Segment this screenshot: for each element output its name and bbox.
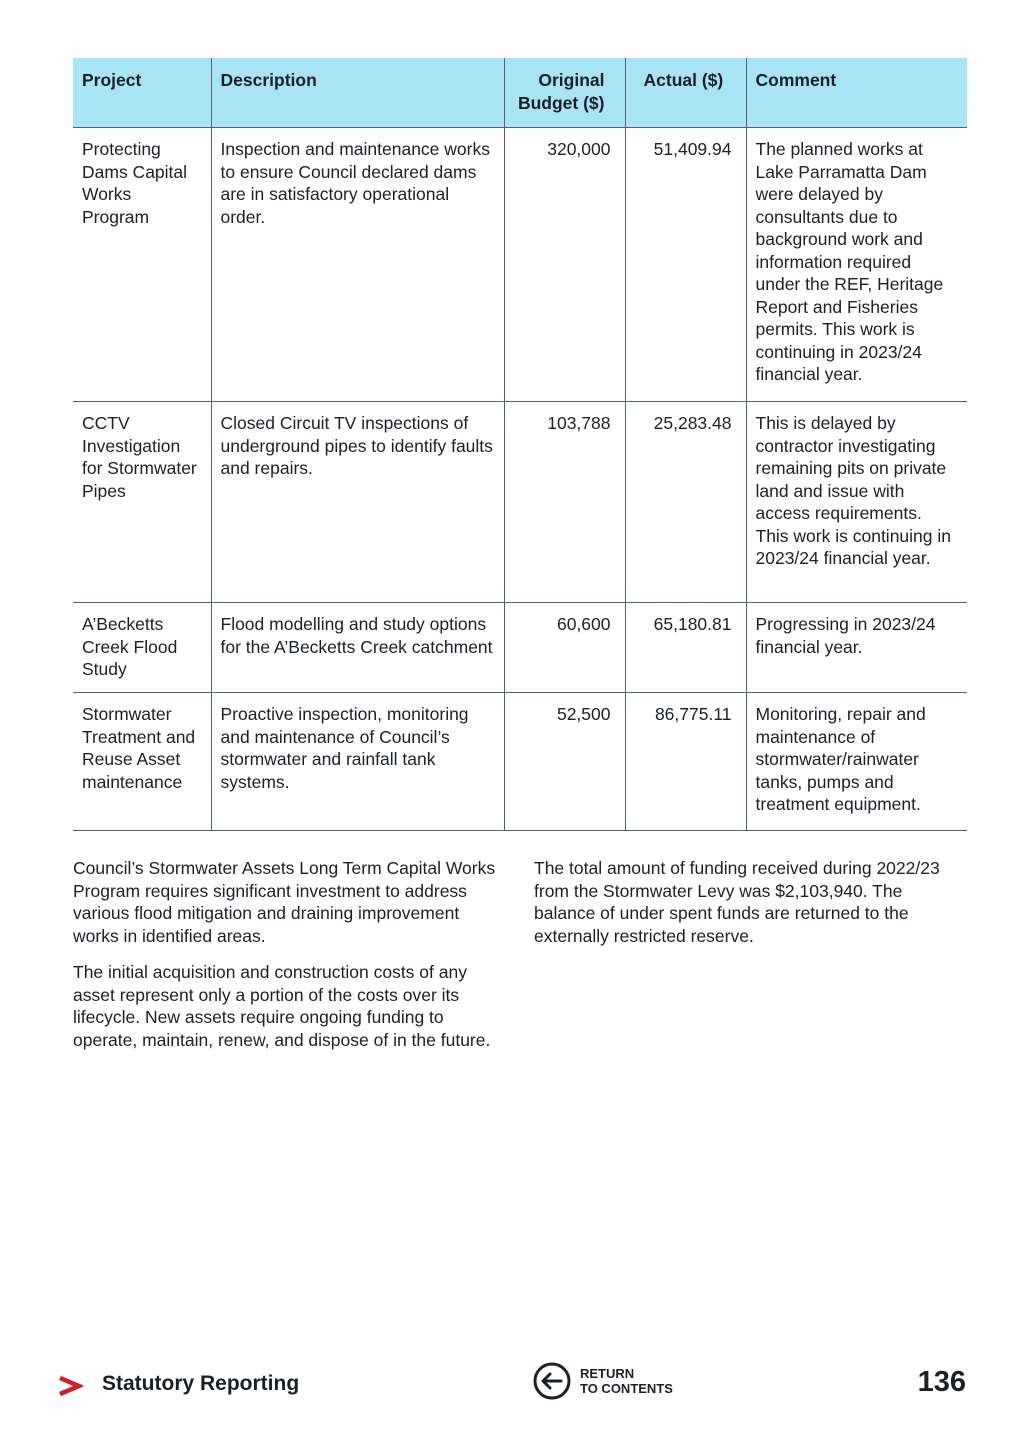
table-row bbox=[73, 402, 967, 603]
section-title: Statutory Reporting bbox=[102, 1372, 300, 1395]
cell-project: Stormwater Treatment and Reuse Asset maintenance bbox=[73, 693, 211, 831]
header-project: Project bbox=[73, 58, 211, 128]
cell-actual: 86,775.11 bbox=[625, 693, 746, 831]
table-row bbox=[73, 693, 967, 831]
cell-actual: 65,180.81 bbox=[625, 603, 746, 693]
cell-comment: This is delayed by contractor investigating remaining pits on private land and issue with access requirements. This work is continuing in 2023/24 financial year. bbox=[746, 402, 967, 603]
cell-project: A’Becketts Creek Flood Study bbox=[73, 603, 211, 693]
body-column-right bbox=[534, 857, 967, 961]
cell-description: Flood modelling and study options for the A’Becketts Creek catchment bbox=[211, 603, 504, 693]
cell-comment: Monitoring, repair and maintenance of stormwater/rainwater tanks, pumps and treatment equipment. bbox=[746, 693, 967, 831]
cell-description: Proactive inspection, monitoring and maintenance of Council’s stormwater and rainfall tank systems. bbox=[211, 693, 504, 831]
cell-budget: 52,500 bbox=[504, 693, 625, 831]
paragraph: The initial acquisition and construction costs of any asset represent only a portion of the costs over its lifecycle. New assets require ongoing funding to operate, maintain, renew, and dispose of in the future. bbox=[73, 962, 491, 1050]
paragraph: Council’s Stormwater Assets Long Term Capital Works Program requires significant investment to address various flood mitigation and draining improvement works in identified areas. bbox=[73, 858, 496, 946]
capital-works-table-container bbox=[73, 58, 967, 831]
page-number: 136 bbox=[917, 1366, 966, 1398]
cell-actual: 25,283.48 bbox=[625, 402, 746, 603]
header-description: Description bbox=[211, 58, 504, 128]
cell-description: Inspection and maintenance works to ensure Council declared dams are in satisfactory operational order. bbox=[211, 128, 504, 402]
cell-project: CCTV Investigation for Stormwater Pipes bbox=[73, 402, 211, 603]
return-label bbox=[580, 1366, 673, 1396]
chevron-right-icon bbox=[57, 1373, 83, 1399]
table-header-row bbox=[73, 58, 967, 128]
cell-budget: 60,600 bbox=[504, 603, 625, 693]
cell-budget: 103,788 bbox=[504, 402, 625, 603]
header-original-budget: Original Budget ($) bbox=[504, 58, 625, 128]
back-arrow-circle-icon bbox=[532, 1361, 572, 1401]
cell-comment: The planned works at Lake Parramatta Dam were delayed by consultants due to background work and information required under the REF, Heritage Report and Fisheries permits. This work is continuing in 2023/24 financial year. bbox=[746, 128, 967, 402]
table-row bbox=[73, 603, 967, 693]
table-row bbox=[73, 128, 967, 402]
return-label-line1: RETURN bbox=[580, 1366, 635, 1381]
return-label-line2: TO CONTENTS bbox=[580, 1381, 673, 1396]
cell-budget: 320,000 bbox=[504, 128, 625, 402]
header-actual: Actual ($) bbox=[625, 58, 746, 128]
cell-comment: Progressing in 2023/24 financial year. bbox=[746, 603, 967, 693]
paragraph: The total amount of funding received during 2022/23 from the Stormwater Levy was $2,103,940. The balance of under spent funds are returned to the externally restricted reserve. bbox=[534, 858, 940, 946]
capital-works-table bbox=[73, 58, 967, 831]
cell-description: Closed Circuit TV inspections of underground pipes to identify faults and repairs. bbox=[211, 402, 504, 603]
cell-actual: 51,409.94 bbox=[625, 128, 746, 402]
page-footer bbox=[0, 1360, 1024, 1410]
body-column-left bbox=[73, 857, 503, 1065]
cell-project: Protecting Dams Capital Works Program bbox=[73, 128, 211, 402]
header-comment: Comment bbox=[746, 58, 967, 128]
return-to-contents-link[interactable] bbox=[532, 1360, 673, 1402]
